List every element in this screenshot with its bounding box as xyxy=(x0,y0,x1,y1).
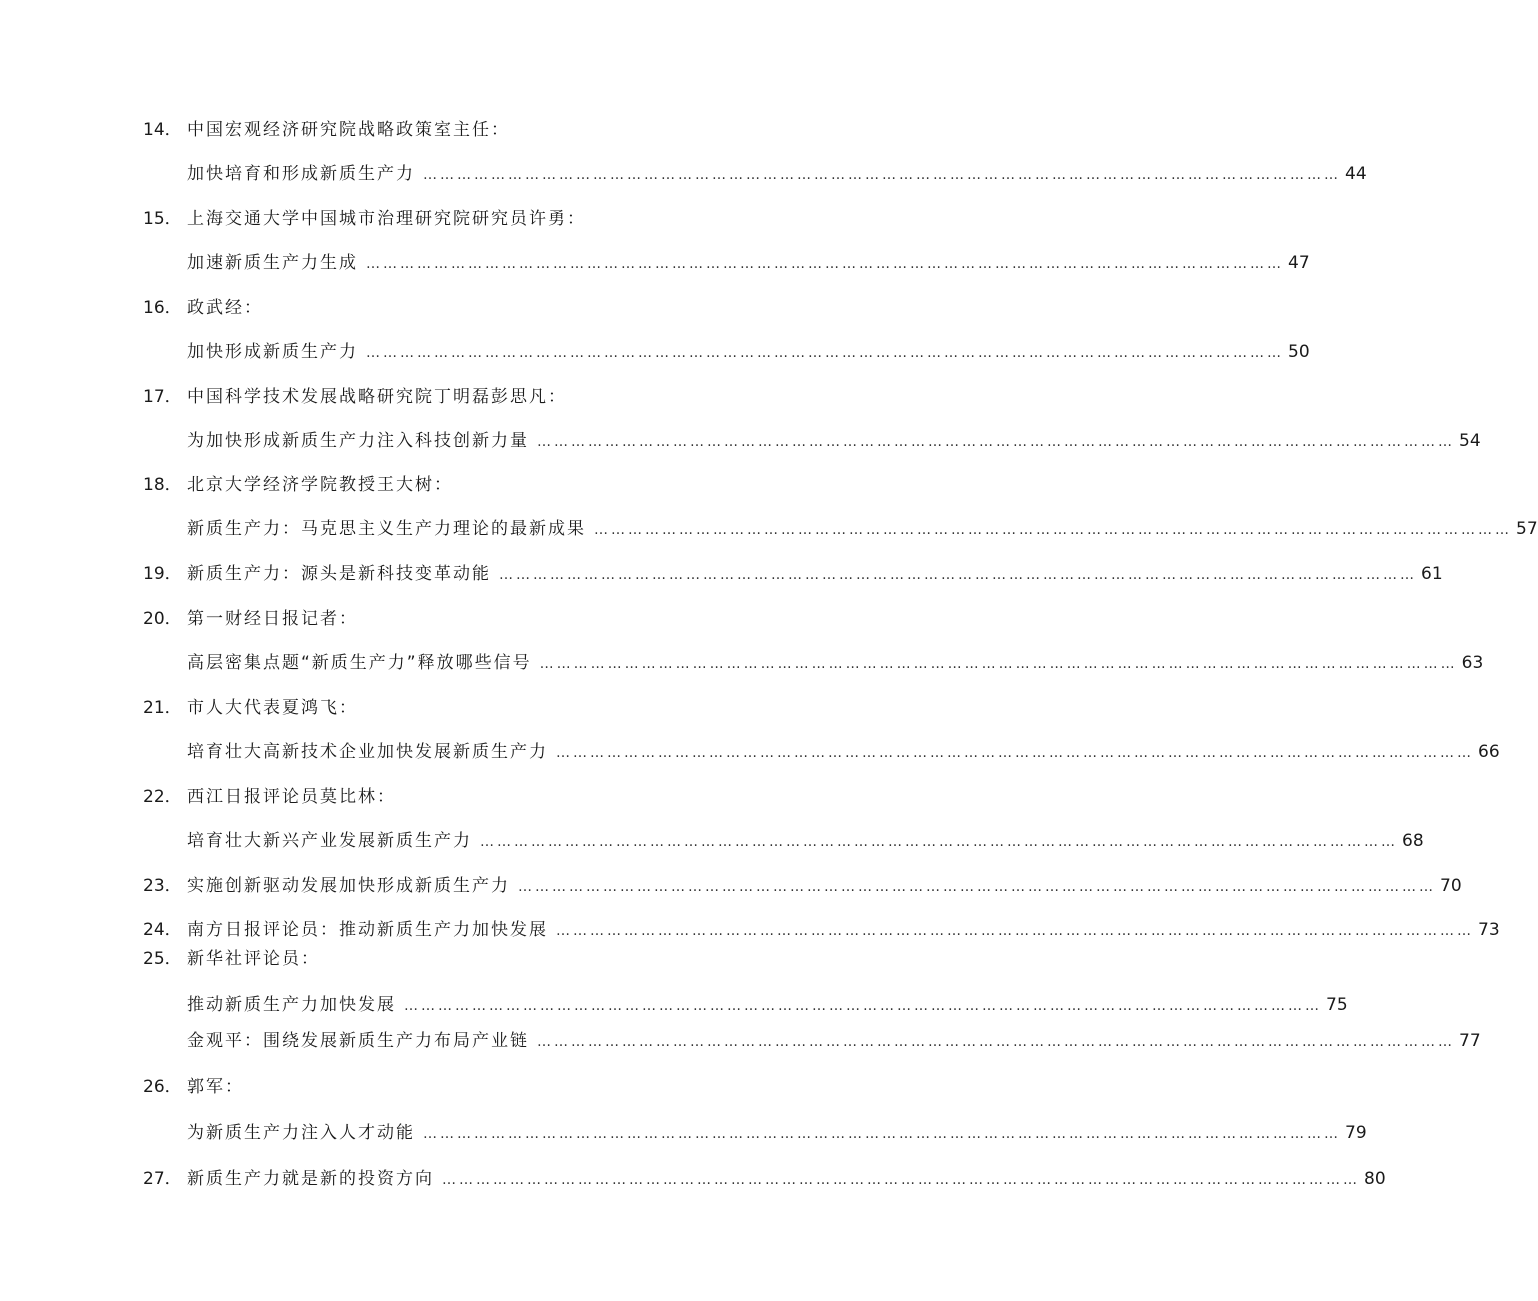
toc-entry-15-header xyxy=(0,206,920,232)
dot-leader: ……………………………………………………………………………………………………………………………………………… xyxy=(539,656,1458,672)
page-number: 68 xyxy=(1402,831,1424,851)
entry-title: 新质生产力：马克思主义生产力理论的最新成果 xyxy=(187,519,586,539)
entry-title: 为加快形成新质生产力注入科技创新力量 xyxy=(187,431,529,451)
entry-source: 中国宏观经济研究院战略政策室主任： xyxy=(187,120,510,140)
dot-leader: ……………………………………………………………………………………………………………………………………………… xyxy=(442,1172,1360,1188)
page-number: 54 xyxy=(1459,431,1481,451)
entry-title: 为新质生产力注入人才动能 xyxy=(187,1123,415,1143)
page-number: 61 xyxy=(1421,564,1443,584)
entry-number: 24． xyxy=(143,920,182,940)
dot-leader: ……………………………………………………………………………………………………………………………………………… xyxy=(423,1126,1341,1142)
entry-number: 26． xyxy=(143,1077,182,1097)
page-number: 66 xyxy=(1478,742,1500,762)
entry-source: 市人大代表夏鸿飞： xyxy=(187,698,358,718)
entry-source: 第一财经日报记者： xyxy=(187,609,358,629)
entry-source: 西江日报评论员莫比林： xyxy=(187,787,396,807)
entry-source: 上海交通大学中国城市治理研究院研究员许勇： xyxy=(187,209,586,229)
entry-number: 21． xyxy=(143,698,182,718)
dot-leader: ……………………………………………………………………………………………………………………………………………… xyxy=(404,998,1322,1014)
toc-entry-19-line[interactable] xyxy=(0,561,1443,587)
entry-title: 加快形成新质生产力 xyxy=(187,342,358,362)
toc-entry-21-header xyxy=(0,695,920,721)
entry-number: 15． xyxy=(143,209,182,229)
entry-number: 14． xyxy=(143,120,182,140)
page-number: 73 xyxy=(1478,920,1500,940)
toc-entry-16-line[interactable] xyxy=(0,339,1310,365)
entry-number: 20． xyxy=(143,609,182,629)
toc-entry-25-header xyxy=(0,946,920,972)
page-number: 80 xyxy=(1364,1169,1386,1189)
entry-title: 高层密集点题“新质生产力”释放哪些信号 xyxy=(187,653,532,673)
toc-entry-26-line[interactable] xyxy=(0,1120,1367,1146)
toc-entry-20-line[interactable] xyxy=(0,650,1484,676)
toc-entry-27-line[interactable] xyxy=(0,1166,1386,1192)
dot-leader: ……………………………………………………………………………………………………………………………………………… xyxy=(423,167,1341,183)
toc-entry-17-line[interactable] xyxy=(0,428,1481,454)
entry-number: 19． xyxy=(143,564,182,584)
entry-source: 中国科学技术发展战略研究院丁明磊彭思凡： xyxy=(187,387,567,407)
entry-title: 培育壮大新兴产业发展新质生产力 xyxy=(187,831,472,851)
entry-title: 南方日报评论员：推动新质生产力加快发展 xyxy=(187,920,548,940)
dot-leader: ……………………………………………………………………………………………………………………………………………… xyxy=(537,434,1455,450)
toc-entry-14-header xyxy=(0,117,920,143)
entry-source: 北京大学经济学院教授王大树： xyxy=(187,475,453,495)
entry-title: 推动新质生产力加快发展 xyxy=(187,995,396,1015)
entry-title: 新质生产力：源头是新科技变革动能 xyxy=(187,564,491,584)
page-number: 57 xyxy=(1516,519,1538,539)
toc-entry-14-line[interactable] xyxy=(0,161,1367,187)
page-number: 70 xyxy=(1440,876,1462,896)
entry-number: 17． xyxy=(143,387,182,407)
entry-title: 加速新质生产力生成 xyxy=(187,253,358,273)
entry-source: 新华社评论员： xyxy=(187,949,320,969)
toc-entry-18-line[interactable] xyxy=(0,516,1538,542)
dot-leader: ……………………………………………………………………………………………………………………………………………… xyxy=(499,567,1417,583)
entry-title: 实施创新驱动发展加快形成新质生产力 xyxy=(187,876,510,896)
toc-entry-23-line[interactable] xyxy=(0,873,1462,899)
page-number: 50 xyxy=(1288,342,1310,362)
entry-number: 22． xyxy=(143,787,182,807)
entry-title: 金观平：围绕发展新质生产力布局产业链 xyxy=(187,1031,529,1051)
page-number: 75 xyxy=(1326,995,1348,1015)
entry-number: 16． xyxy=(143,298,182,318)
toc-entry-25-line[interactable] xyxy=(0,992,1348,1018)
page-number: 63 xyxy=(1461,653,1484,673)
dot-leader: ……………………………………………………………………………………………………………………………………………… xyxy=(556,923,1474,939)
dot-leader: ……………………………………………………………………………………………………………………………………………… xyxy=(537,1034,1455,1050)
toc-entry-16-header xyxy=(0,295,920,321)
toc-entry-18-header xyxy=(0,472,920,498)
dot-leader: ……………………………………………………………………………………………………………………………………………… xyxy=(366,345,1284,361)
page-number: 79 xyxy=(1345,1123,1367,1143)
toc-entry-26-header xyxy=(0,1074,920,1100)
toc-entry-15-line[interactable] xyxy=(0,250,1310,276)
dot-leader: ……………………………………………………………………………………………………………………………………………… xyxy=(480,834,1398,850)
dot-leader: ……………………………………………………………………………………………………………………………………………… xyxy=(366,256,1284,272)
toc-entry-20-header xyxy=(0,606,920,632)
page-number: 44 xyxy=(1345,164,1367,184)
entry-title: 新质生产力就是新的投资方向 xyxy=(187,1169,434,1189)
entry-title: 加快培育和形成新质生产力 xyxy=(187,164,415,184)
entry-number: 18． xyxy=(143,475,182,495)
dot-leader: ……………………………………………………………………………………………………………………………………………… xyxy=(518,879,1436,895)
dot-leader: ……………………………………………………………………………………………………………………………………………… xyxy=(556,745,1474,761)
entry-number: 27． xyxy=(143,1169,182,1189)
dot-leader: ……………………………………………………………………………………………………………………………………………… xyxy=(594,522,1512,538)
entry-number: 23． xyxy=(143,876,182,896)
toc-entry-22-header xyxy=(0,784,920,810)
entry-number: 25． xyxy=(143,949,182,969)
toc-entry-24-line[interactable] xyxy=(0,917,1500,943)
toc-entry-21-line[interactable] xyxy=(0,739,1500,765)
entry-source: 郭军： xyxy=(187,1077,244,1097)
entry-source: 政武经： xyxy=(187,298,263,318)
page-number: 47 xyxy=(1288,253,1310,273)
entry-title: 培育壮大高新技术企业加快发展新质生产力 xyxy=(187,742,548,762)
toc-entry-17-header xyxy=(0,384,920,410)
toc-entry-25b-line[interactable] xyxy=(0,1028,1481,1054)
toc-entry-22-line[interactable] xyxy=(0,828,1424,854)
page-number: 77 xyxy=(1459,1031,1481,1051)
